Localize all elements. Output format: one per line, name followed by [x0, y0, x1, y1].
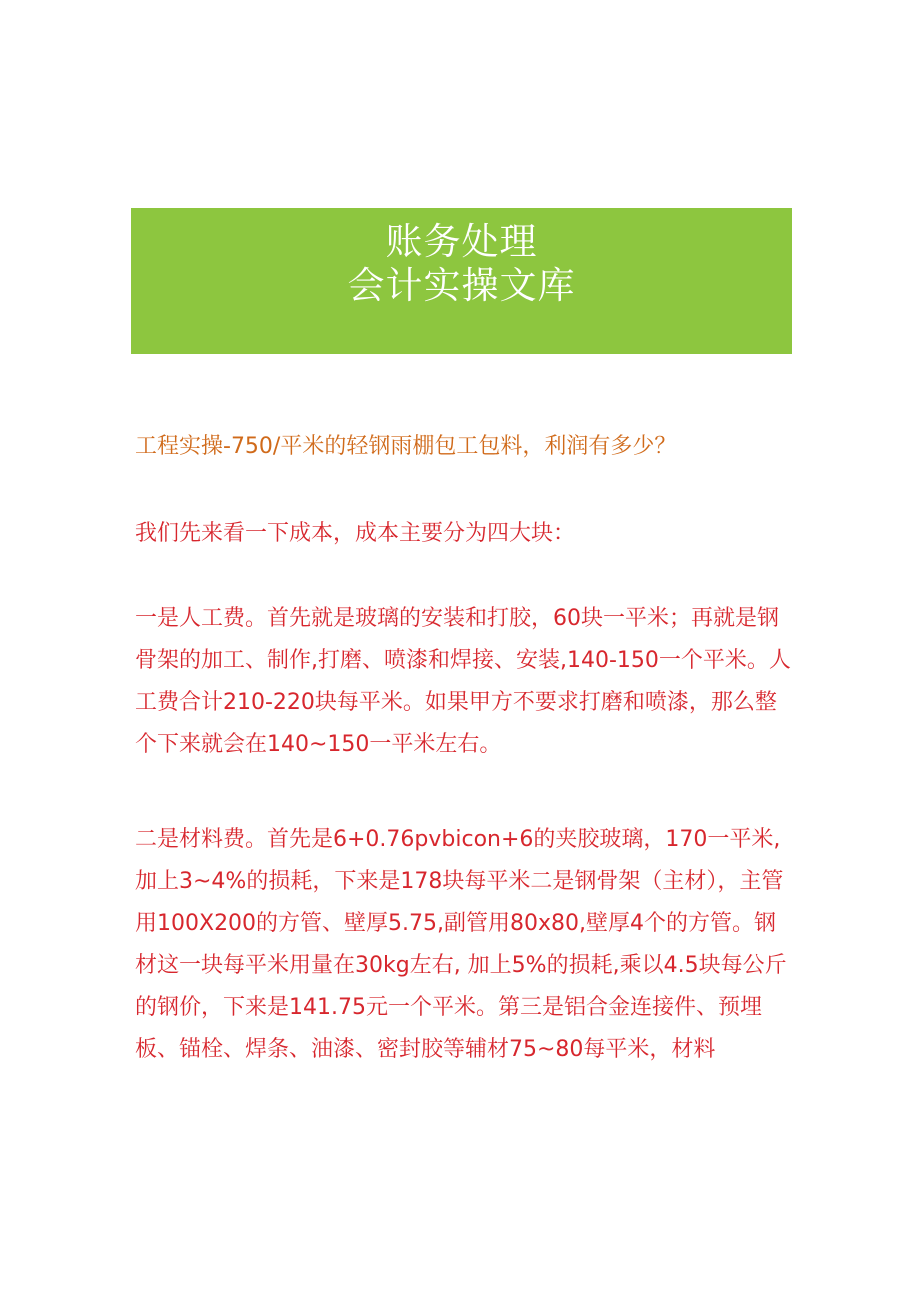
material-cost-paragraph: 二是材料费。首先是6+0.76pvbicon+6的夹胶玻璃，170一平米,加上3~4%的损耗，下来是178块每平米二是钢骨架（主材），主管用100X200的方管、壁厚5.75,副管用80x80,壁厚4个的方管。钢材这一块每平米用量在30kg左右, 加上5%的损耗,乘以4.5块每公斤的钢价，下来是141.75元一个平米。第三是铝合金连接件、预埋板、锚栓、焊条、油漆、密封胶等辅材75~80每平米，材料 — [135, 827, 787, 1062]
article-body — [135, 430, 795, 1071]
banner-line-2: 会计实操文库 — [347, 264, 576, 307]
banner-line-1: 账务处理 — [385, 220, 538, 263]
article-title: 工程实操-750/平米的轻钢雨棚包工包料，利润有多少？ — [135, 434, 677, 459]
labor-cost-paragraph: 一是人工费。首先就是玻璃的安装和打胶，60块一平米；再就是钢骨架的加工、制作,打磨、喷漆和焊接、安装,140-150一个平米。人工费合计210-220块每平米。如果甲方不要求打磨和喷漆，那么整个下来就会在140~150一平米左右。 — [135, 606, 791, 757]
intro-paragraph: 我们先来看一下成本，成本主要分为四大块： — [135, 521, 576, 546]
header-banner — [131, 208, 792, 354]
